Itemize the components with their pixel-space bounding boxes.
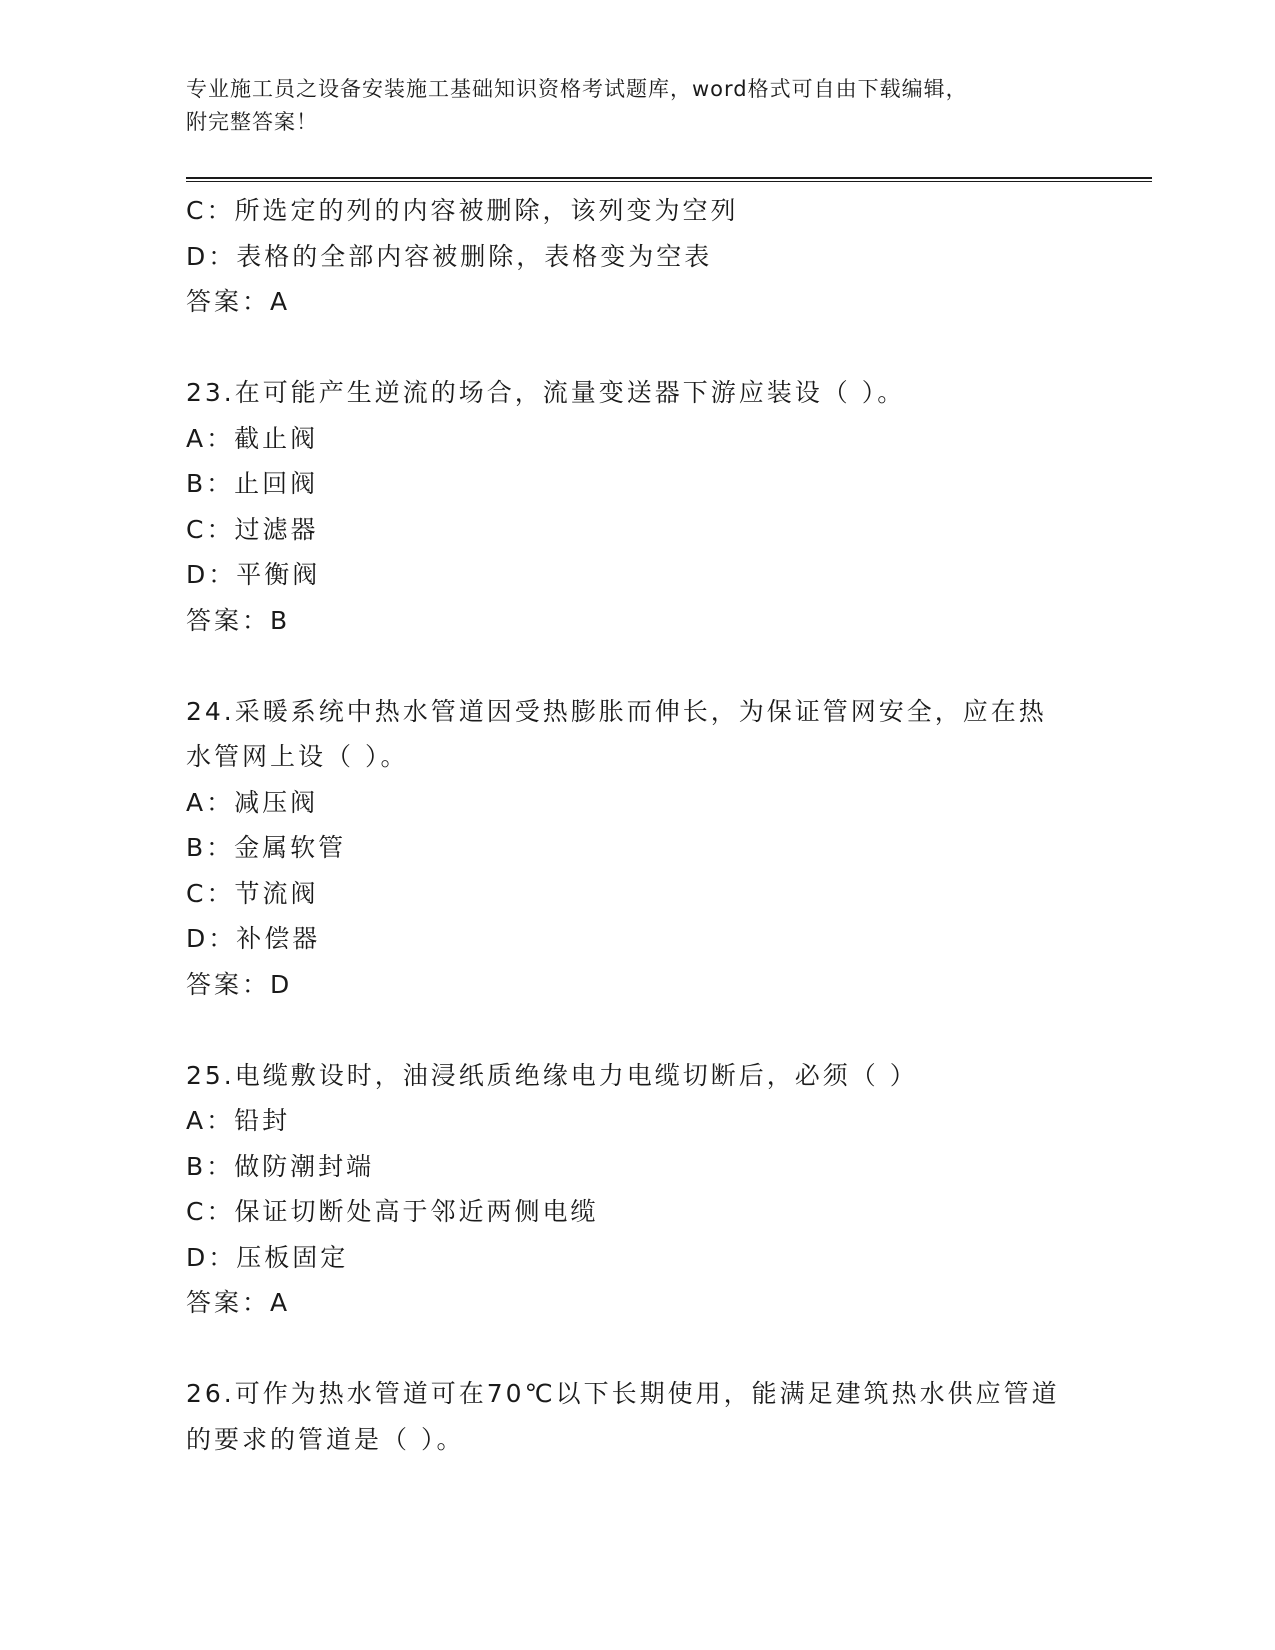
option-c: C：保证切断处高于邻近两侧电缆 (186, 1197, 599, 1226)
option-a: A：减压阀 (186, 787, 319, 817)
question-stem-continued: 的要求的管道是（ ）。 (186, 1424, 465, 1454)
option-d: D：表格的全部内容被删除，表格变为空表 (186, 241, 713, 271)
question-stem: 26.可作为热水管道可在70℃以下长期使用，能满足建筑热水供应管道 (186, 1379, 1060, 1408)
spacer (186, 325, 1086, 371)
option-d: D：平衡阀 (186, 560, 321, 589)
option-b: B：止回阀 (186, 469, 319, 498)
header-divider-thin (186, 181, 1152, 182)
spacer (186, 643, 1086, 689)
option-c: C：所选定的列的内容被删除，该列变为空列 (186, 196, 739, 225)
option-d: D：压板固定 (186, 1242, 349, 1272)
answer-line: 答案：B (186, 605, 291, 635)
option-a: A：截止阀 (186, 423, 319, 453)
page-header (186, 73, 1066, 139)
answer-line: 答案：A (186, 1288, 291, 1317)
answer-line: 答案：D (186, 969, 293, 999)
spacer (186, 1007, 1086, 1053)
question-list (186, 188, 1086, 1462)
question-stem: 23.在可能产生逆流的场合，流量变送器下游应装设（ ）。 (186, 378, 906, 407)
question-block-26 (186, 1371, 1086, 1462)
option-a: A：铅封 (186, 1106, 291, 1135)
option-d: D：补偿器 (186, 924, 321, 953)
header-line-1: 专业施工员之设备安装施工基础知识资格考试题库，word格式可自由下载编辑， (186, 77, 968, 101)
option-c: C：过滤器 (186, 514, 319, 544)
option-b: B：金属软管 (186, 833, 347, 862)
question-stem-continued: 水管网上设（ ）。 (186, 742, 409, 771)
header-line-2: 附完整答案！ (186, 110, 318, 134)
question-stem: 24.采暖系统中热水管道因受热膨胀而伸长，为保证管网安全，应在热 (186, 696, 1047, 726)
option-c: C：节流阀 (186, 878, 319, 908)
question-block-24 (186, 689, 1086, 1008)
question-block-25 (186, 1053, 1086, 1326)
option-b: B：做防潮封端 (186, 1151, 375, 1181)
answer-line: 答案：A (186, 287, 291, 316)
question-block-23 (186, 370, 1086, 643)
question-stem: 25.电缆敷设时，油浸纸质绝缘电力电缆切断后，必须（ ） (186, 1060, 918, 1090)
header-divider (186, 177, 1152, 179)
question-block-22 (186, 188, 1086, 325)
spacer (186, 1326, 1086, 1372)
